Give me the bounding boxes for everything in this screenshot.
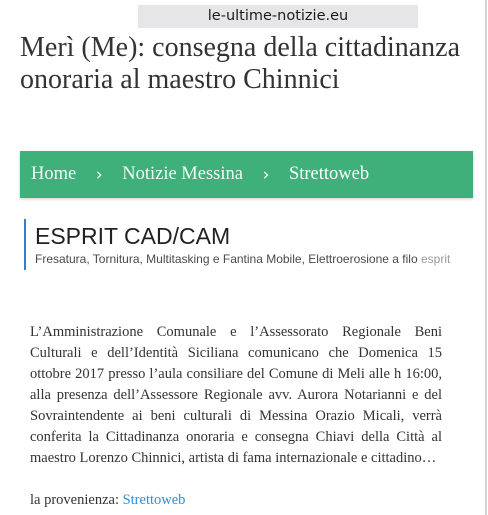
breadcrumb-home-link[interactable]: Home (31, 164, 77, 184)
breadcrumb (20, 151, 473, 198)
source-label: la provenienza: (30, 492, 119, 508)
ad-title[interactable]: ESPRIT CAD/CAM (35, 223, 231, 249)
chevron-right-icon: › (262, 164, 270, 185)
breadcrumb-current: Strettoweb (288, 164, 370, 184)
article-excerpt: L’Amministrazione Comunale e l’Assessorato Regionale Beni Culturali e dell’Identità Siciliana comunicano che Domenica 15 ottobre 2017 presso l’aula consiliare del Comune di Meli alle h 16:00, alla presenza dell’Assessore Regionale avv. Aurora Notarianni e del Sovraintendente ai beni culturali di Messina Orazio Micali, verrà conferita la Cittadinanza onoraria e consegna Chiavi della Città al maestro Lorenzo Chinnici, artista di fama internazionale e cittadino… (30, 324, 442, 466)
source-line (30, 490, 185, 511)
sponsored-ad[interactable] (24, 219, 488, 270)
breadcrumb-notizie-messina-link[interactable]: Notizie Messina (122, 164, 243, 184)
chevron-right-icon: › (95, 164, 103, 185)
ad-description: Fresatura, Tornitura, Multitasking e Fantina Mobile, Elettroerosione a filo esprit (35, 252, 451, 266)
ad-domain: esprit (420, 252, 451, 266)
source-link[interactable]: Strettoweb (122, 492, 186, 508)
url-bar[interactable]: le-ultime-notizie.eu (138, 5, 418, 28)
article-title: Merì (Me): consegna della cittadinanza onoraria al maestro Chinnici (20, 32, 461, 95)
